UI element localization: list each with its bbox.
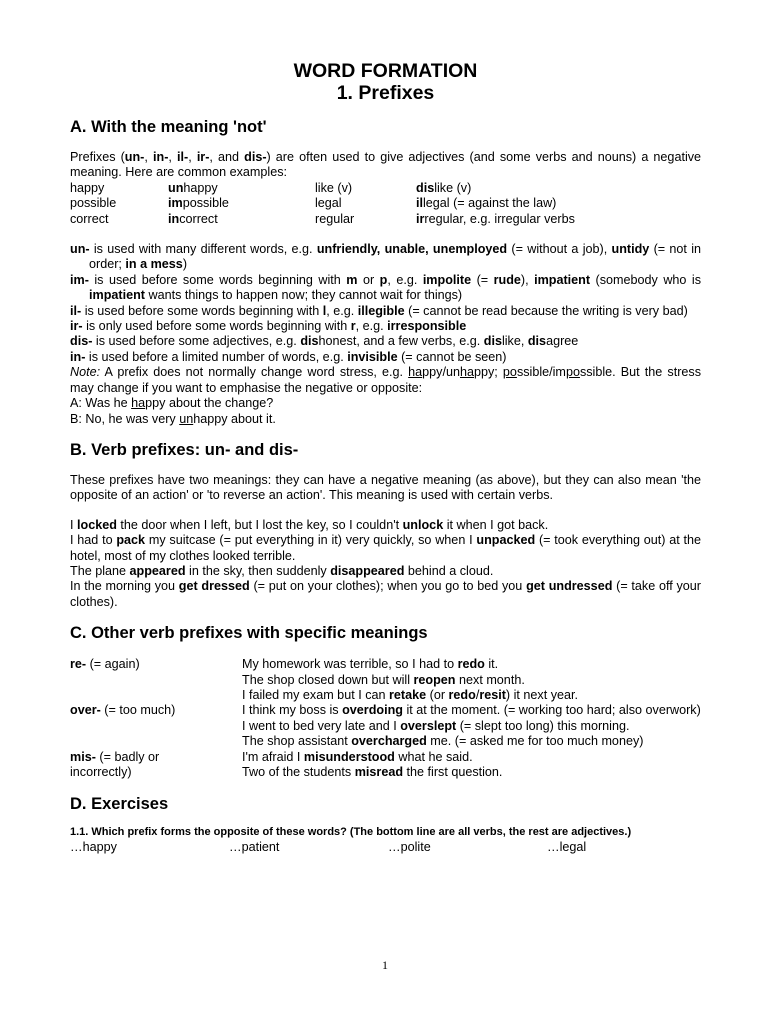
row-over [70, 703, 701, 749]
example-lock: I locked the door when I left, but I lost the key, so I couldn't unlock it when I got back. [70, 517, 549, 532]
rule-il: il- is used before some words beginning with l, e.g. illegible (= cannot be read because the writing is very bad) [70, 303, 688, 318]
section-a-heading: A. With the meaning 'not' [70, 118, 267, 136]
examples-cell: illegal (= against the law) [416, 196, 557, 211]
examples-row [70, 196, 701, 211]
rule-ir: ir- is only used before some words beginning with r, e.g. irresponsible [70, 319, 467, 334]
over-example-3: The shop assistant overcharged me. (= asked me for too much money) [242, 734, 644, 749]
verb-prefix-table [70, 657, 701, 780]
examples-row [70, 212, 701, 227]
examples-cell: possible [70, 196, 117, 211]
examples-cell: like (v) [315, 180, 353, 195]
dialogue-a: A: Was he happy about the change? [70, 396, 274, 411]
stress-note: Note: A prefix does not normally change word stress, e.g. happy/unhappy; possible/impossible. But the stress may change if you want to emphasise the negative or opposite: [70, 365, 701, 395]
page-number: 1 [382, 958, 388, 972]
exercise-item: …happy [70, 839, 117, 854]
over-example-1: I think my boss is overdoing it at the moment. (= working too hard; also overwork) [242, 703, 701, 718]
row-re [70, 657, 701, 703]
row-mis [70, 750, 701, 781]
prefix-re-label: re- (= again) [70, 657, 140, 672]
over-example-2: I went to bed very late and I overslept (= slept too long) this morning. [242, 718, 630, 733]
section-c-heading: C. Other verb prefixes with specific meanings [70, 624, 428, 643]
example-dress: In the morning you get dressed (= put on your clothes); when you go to bed you get undressed (= take off your clothes). [70, 579, 701, 609]
exercise-instruction: 1.1. Which prefix forms the opposite of these words? (The bottom line are all verbs, the rest are adjectives.) [70, 826, 632, 839]
rule-un: un- is used with many different words, e.g. unfriendly, unable, unemployed (= without a job), untidy (= not in order; in a mess) [70, 242, 701, 272]
section-a-intro: Prefixes (un-, in-, il-, ir-, and dis-) are often used to give adjectives (and some verbs and nouns) a negative meaning. Here are common examples: [70, 150, 702, 180]
examples-cell: impossible [168, 196, 229, 211]
re-example-1: My homework was terrible, so I had to redo it. [242, 657, 499, 672]
prefix-mis-label: mis- (= badly or incorrectly) [70, 749, 160, 779]
examples-cell: unhappy [168, 180, 218, 195]
examples-cell: dislike (v) [416, 180, 472, 195]
exercise-item: …patient [229, 839, 280, 854]
section-d-heading: D. Exercises [70, 795, 169, 814]
section-b-intro: These prefixes have two meanings: they can have a negative meaning (as above), but they can also mean 'the opposite of an action' or 'to reverse an action'. This meaning is used with certain verbs. [70, 472, 701, 503]
re-example-2: The shop closed down but will reopen next month. [242, 672, 525, 687]
mis-example-2: Two of the students misread the first question. [242, 765, 503, 779]
examples-grid [70, 181, 701, 227]
examples-row [70, 181, 701, 196]
examples-cell: correct [70, 211, 109, 226]
exercise-items [70, 840, 701, 855]
examples-cell: legal [315, 196, 342, 211]
mis-example-1: I'm afraid I misunderstood what he said. [242, 749, 473, 764]
dialogue-b: B: No, he was very unhappy about it. [70, 411, 276, 426]
examples-cell: regular [315, 211, 355, 226]
example-appear: The plane appeared in the sky, then suddenly disappeared behind a cloud. [70, 563, 494, 578]
rule-in: in- is used before a limited number of words, e.g. invisible (= cannot be seen) [70, 349, 507, 364]
rule-im: im- is used before some words beginning with m or p, e.g. impolite (= rude), impatient (somebody who is impatient wants things to happen now; they cannot wait for things) [70, 272, 702, 303]
examples-cell: incorrect [168, 211, 218, 226]
examples-cell: happy [70, 180, 105, 195]
re-example-3: I failed my exam but I can retake (or redo/resit) it next year. [242, 687, 579, 702]
document-subtitle: 1. Prefixes [336, 82, 435, 104]
document-title: WORD FORMATION [293, 60, 478, 82]
prefix-over-label: over- (= too much) [70, 703, 176, 718]
verb-prefix-examples [70, 518, 701, 610]
document-page [70, 60, 701, 855]
exercise-item: …legal [547, 839, 587, 854]
examples-cell: irregular, e.g. irregular verbs [416, 211, 575, 226]
rule-dis: dis- is used before some adjectives, e.g. dishonest, and a few verbs, e.g. dislike, disagree [70, 334, 579, 349]
example-pack: I had to pack my suitcase (= put everything in it) very quickly, so when I unpacked (= took everything out) at the hotel, most of my clothes looked terrible. [70, 533, 701, 563]
section-b-heading: B. Verb prefixes: un- and dis- [70, 440, 299, 459]
exercise-item: …polite [388, 839, 431, 854]
prefix-rules [70, 242, 701, 427]
